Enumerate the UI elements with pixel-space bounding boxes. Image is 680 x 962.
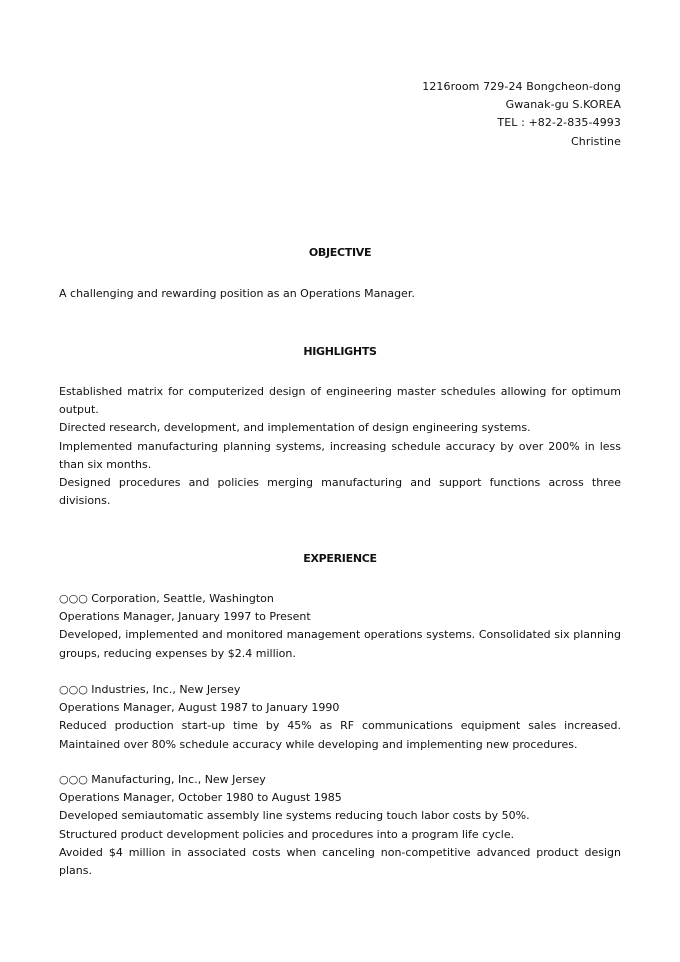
experience-detail: Developed semiautomatic assembly line systems reducing touch labor costs by 50%.: [59, 809, 530, 823]
objective-heading: OBJECTIVE: [308, 246, 372, 259]
experience-entry: [59, 771, 621, 880]
highlights-heading: HIGHLIGHTS: [303, 345, 377, 358]
address-line-name: Christine: [571, 134, 621, 148]
address-line-street: 1216room 729-24 Bongcheon-dong: [422, 80, 621, 93]
experience-entry: [59, 590, 621, 663]
experience-role: Operations Manager, January 1997 to Present: [59, 610, 311, 624]
highlight-item: Designed procedures and policies merging manufacturing and support functions across three divisions.: [59, 476, 621, 508]
experience-company: ○○○ Manufacturing, Inc., New Jersey: [59, 773, 266, 786]
address-line-phone: TEL : +82-2-835-4993: [497, 116, 621, 130]
address-line-city: Gwanak-gu S.KOREA: [505, 98, 621, 112]
experience-role: Operations Manager, October 1980 to August 1985: [59, 791, 342, 805]
experience-detail: Structured product development policies and procedures into a program life cycle.: [59, 827, 515, 841]
objective-section: [59, 285, 621, 303]
experience-company: ○○○ Corporation, Seattle, Washington: [59, 592, 274, 605]
experience-company: ○○○ Industries, Inc., New Jersey: [59, 683, 241, 696]
experience-detail: Developed, implemented and monitored management operations systems. Consolidated six planning groups, reducing expenses by $2.4 million.: [59, 628, 621, 660]
experience-detail: Avoided $4 million in associated costs when canceling non-competitive advanced product design plans.: [59, 845, 621, 878]
experience-detail: Reduced production start-up time by 45% as RF communications equipment sales increased. Maintained over 80% schedule accuracy while developing and implementing new procedures.: [59, 719, 621, 751]
experience-entry: [59, 681, 621, 754]
highlight-item: Directed research, development, and implementation of design engineering systems.: [59, 421, 531, 435]
highlight-item: Implemented manufacturing planning systems, increasing schedule accuracy by over 200% in less than six months.: [59, 439, 621, 471]
highlight-item: Established matrix for computerized design of engineering master schedules allowing for optimum output.: [59, 385, 621, 417]
objective-text: A challenging and rewarding position as an Operations Manager.: [59, 287, 415, 300]
contact-address-block: [422, 78, 621, 151]
highlights-section: [59, 383, 621, 510]
experience-heading: EXPERIENCE: [303, 552, 377, 565]
experience-role: Operations Manager, August 1987 to January 1990: [59, 701, 340, 715]
